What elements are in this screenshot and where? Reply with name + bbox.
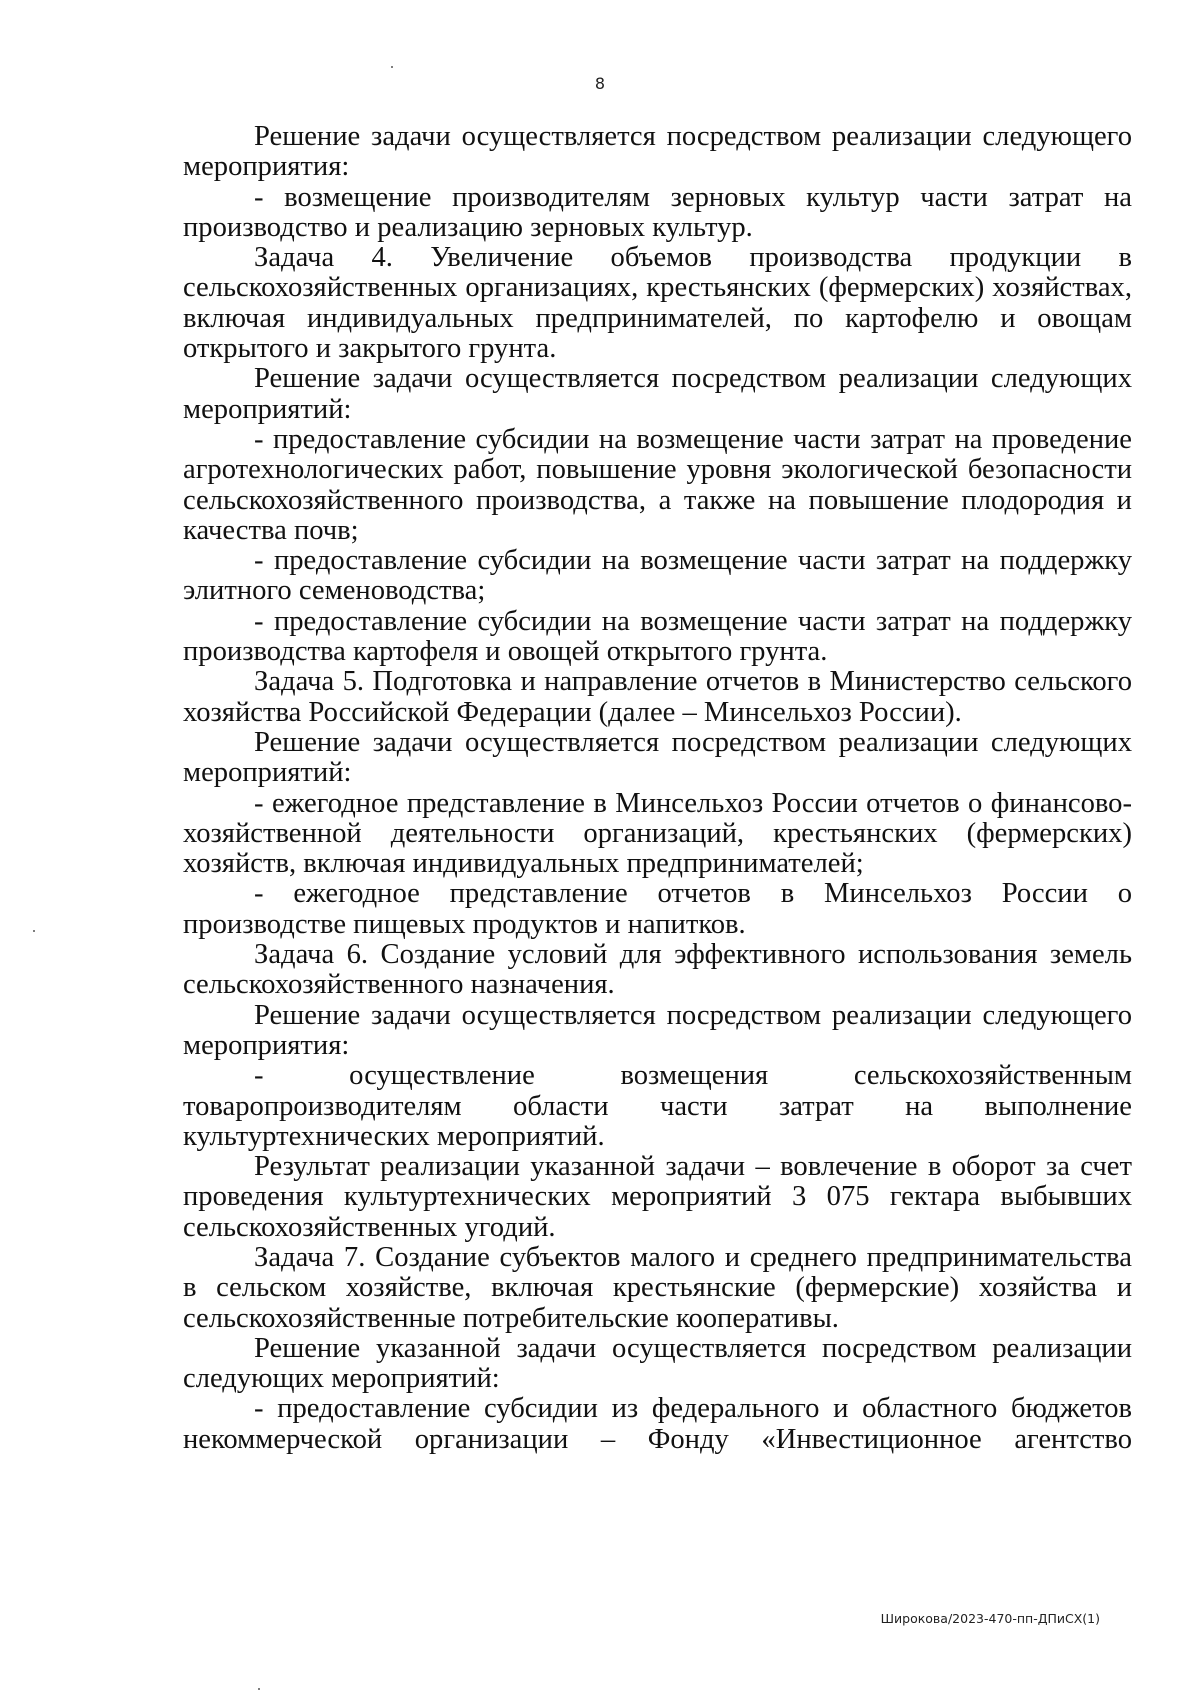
scan-speck bbox=[258, 1688, 260, 1690]
paragraph: - ежегодное представление отчетов в Минсельхоз России о производстве пищевых продуктов и напитков. bbox=[183, 878, 1132, 940]
paragraph: - предоставление субсидии на возмещение части затрат на проведение агротехнологических работ, повышение уровня экологической безопасности сельскохозяйственного производства, а также на повышение плодородия и качества почв; bbox=[183, 423, 1132, 546]
paragraph: - осуществление возмещения сельскохозяйственным товаропроизводителям области части затрат на выполнение культуртехнических мероприятий. bbox=[183, 1060, 1132, 1152]
paragraph: - предоставление субсидии из федерального и областного бюджетов некоммерческой организации – Фонду «Инвестиционное агентство bbox=[183, 1393, 1132, 1455]
scan-speck bbox=[391, 66, 393, 68]
paragraph: - возмещение производителям зерновых культур части затрат на производство и реализацию зерновых культур. bbox=[183, 181, 1132, 243]
paragraph: Решение задачи осуществляется посредством реализации следующего мероприятия: bbox=[183, 121, 1132, 183]
paragraph: Задача 7. Создание субъектов малого и среднего предпринимательства в сельском хозяйстве, включая крестьянские (фермерские) хозяйства и сельскохозяйственные потребительские кооперативы. bbox=[183, 1241, 1132, 1334]
paragraph: - ежегодное представление в Минсельхоз России отчетов о финансово-хозяйственной деятельности организаций, крестьянских (фермерских) хозяйств, включая индивидуальных предпринимателей; bbox=[183, 787, 1132, 880]
document-reference: Широкова/2023-470-пп-ДПиСХ(1) bbox=[880, 1611, 1100, 1626]
document-body bbox=[183, 122, 1132, 1455]
paragraph: Задача 6. Создание условий для эффективного использования земель сельскохозяйственного назначения. bbox=[183, 939, 1132, 1001]
paragraph: Решение задачи осуществляется посредством реализации следующих мероприятий: bbox=[183, 726, 1132, 789]
scan-speck bbox=[33, 930, 35, 932]
paragraph: Задача 4. Увеличение объемов производства продукции в сельскохозяйственных организациях, крестьянских (фермерских) хозяйствах, включая индивидуальных предпринимателей, по картофелю и овощам открытого и закрытого грунта. bbox=[183, 242, 1132, 365]
paragraph: - предоставление субсидии на возмещение части затрат на поддержку элитного семеноводства; bbox=[183, 545, 1132, 607]
paragraph: Результат реализации указанной задачи – вовлечение в оборот за счет проведения культуртехнических мероприятий 3 075 гектара выбывших сельскохозяйственных угодий. bbox=[183, 1151, 1132, 1243]
page-number: 8 bbox=[594, 74, 606, 93]
paragraph: Решение указанной задачи осуществляется посредством реализации следующих мероприятий: bbox=[183, 1332, 1132, 1395]
paragraph: Решение задачи осуществляется посредством реализации следующих мероприятий: bbox=[183, 363, 1132, 425]
paragraph: - предоставление субсидии на возмещение части затрат на поддержку производства картофеля и овощей открытого грунта. bbox=[183, 605, 1132, 668]
paragraph: Задача 5. Подготовка и направление отчетов в Министерство сельского хозяйства Российской Федерации (далее – Минсельхоз России). bbox=[183, 666, 1132, 728]
paragraph: Решение задачи осуществляется посредством реализации следующего мероприятия: bbox=[183, 999, 1132, 1061]
